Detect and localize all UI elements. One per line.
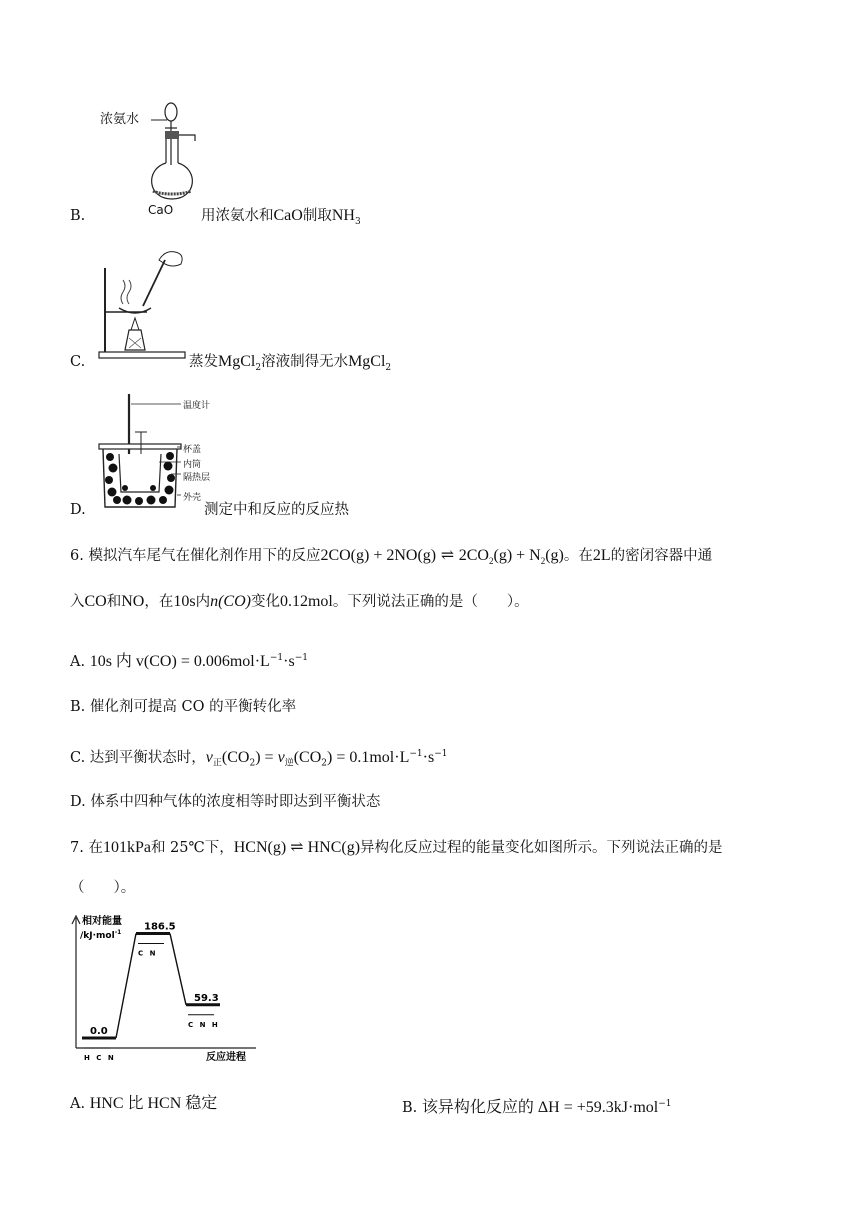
q7-option-a: A. HNC 比 HCN 稳定 xyxy=(70,1095,218,1112)
x-axis-label: 反应进程 xyxy=(206,1052,246,1063)
atoms-label-1: C N xyxy=(138,949,158,958)
calorimeter-label-shell: 外壳 xyxy=(183,493,202,503)
figure-label-ammonia: 浓氨水 xyxy=(100,112,140,127)
evaporation-apparatus-figure xyxy=(95,238,190,368)
calorimeter-label-lid: 杯盖 xyxy=(183,445,202,455)
option-b-text: 用浓氨水和CaO制取$NH_3$ xyxy=(201,207,361,227)
q6-option-c: C. 达到平衡状态时，$v_正(CO_2) = v_逆(CO_2) = 0.1mol\cdot L^{-1}\cdot s^{-1}$ xyxy=(70,748,448,769)
option-c-text: 蒸发MgCl$_2$溶液制得无水MgCl$_2$ xyxy=(189,353,392,373)
calorimeter-label-thermometer: 温度计 xyxy=(183,401,211,411)
calorimeter-label-inner-cup: 内筒 xyxy=(183,460,202,470)
isomerization-equation: HCN(g) ⇌ HNC(g) xyxy=(233,839,361,856)
q6-option-b: B. 催化剂可提高 CO 的平衡转化率 xyxy=(70,699,297,715)
option-d-text: 测定中和反应的反应热 xyxy=(204,502,349,518)
question-7-line-2: （ ）。 xyxy=(70,880,136,896)
energy-profile-chart xyxy=(66,912,266,1064)
y-axis-label: 相对能量 xyxy=(82,916,122,927)
option-letter: B. xyxy=(70,208,86,224)
reaction-equation-right: $2CO_2(g) + N_2(g)$ xyxy=(458,547,564,567)
energy-value-label-0: 0.0 xyxy=(90,1026,108,1037)
reaction-equation-left: 2CO(g) + 2NO(g) xyxy=(320,547,437,564)
q7-option-b: B. 该异构化反应的 ΔH = +59.3kJ·mol$^{-1}$ xyxy=(402,1098,672,1116)
equilibrium-arrow-icon: ⇌ xyxy=(440,547,455,564)
q6-option-d: D. 体系中四种气体的浓度相等时即达到平衡状态 xyxy=(70,794,381,810)
energy-value-label-2: 59.3 xyxy=(194,992,219,1004)
option-b xyxy=(70,206,85,226)
option-d xyxy=(70,500,86,520)
option-c xyxy=(70,352,85,372)
figure-label-cao: CaO xyxy=(148,203,174,217)
calorimeter-label-insulation: 隔热层 xyxy=(183,473,211,483)
y-axis-unit: /kJ·mol$^{-1}$ xyxy=(80,929,122,941)
q6-option-a: A. 10s 内 $v(CO) = 0.006mol\cdot L^{-1}\cdot s^{-1}$ xyxy=(70,652,308,670)
question-6-line-2: 入CO和NO，在10s内n(CO)变化0.12mol。下列说法正确的是（ ）。 xyxy=(70,593,529,610)
question-7-line-1: 7. 在101kPa和 25℃下，HCN(g) ⇌ HNC(g)异构化反应过程的能量变化如图所示。下列说法正确的是 xyxy=(70,839,723,856)
question-6-line-1: 6. 模拟汽车尾气在催化剂作用下的反应2CO(g) + 2NO(g) ⇌ $2CO_2(g) + N_2(g)$。在2L的密闭容器中通 xyxy=(70,547,713,567)
energy-value-label-1: 186.5 xyxy=(144,921,176,933)
atoms-label-2: C N H xyxy=(188,1020,220,1029)
option-letter: D. xyxy=(70,502,86,518)
option-letter: C. xyxy=(70,354,86,370)
atoms-label-0: H C N xyxy=(84,1054,116,1062)
